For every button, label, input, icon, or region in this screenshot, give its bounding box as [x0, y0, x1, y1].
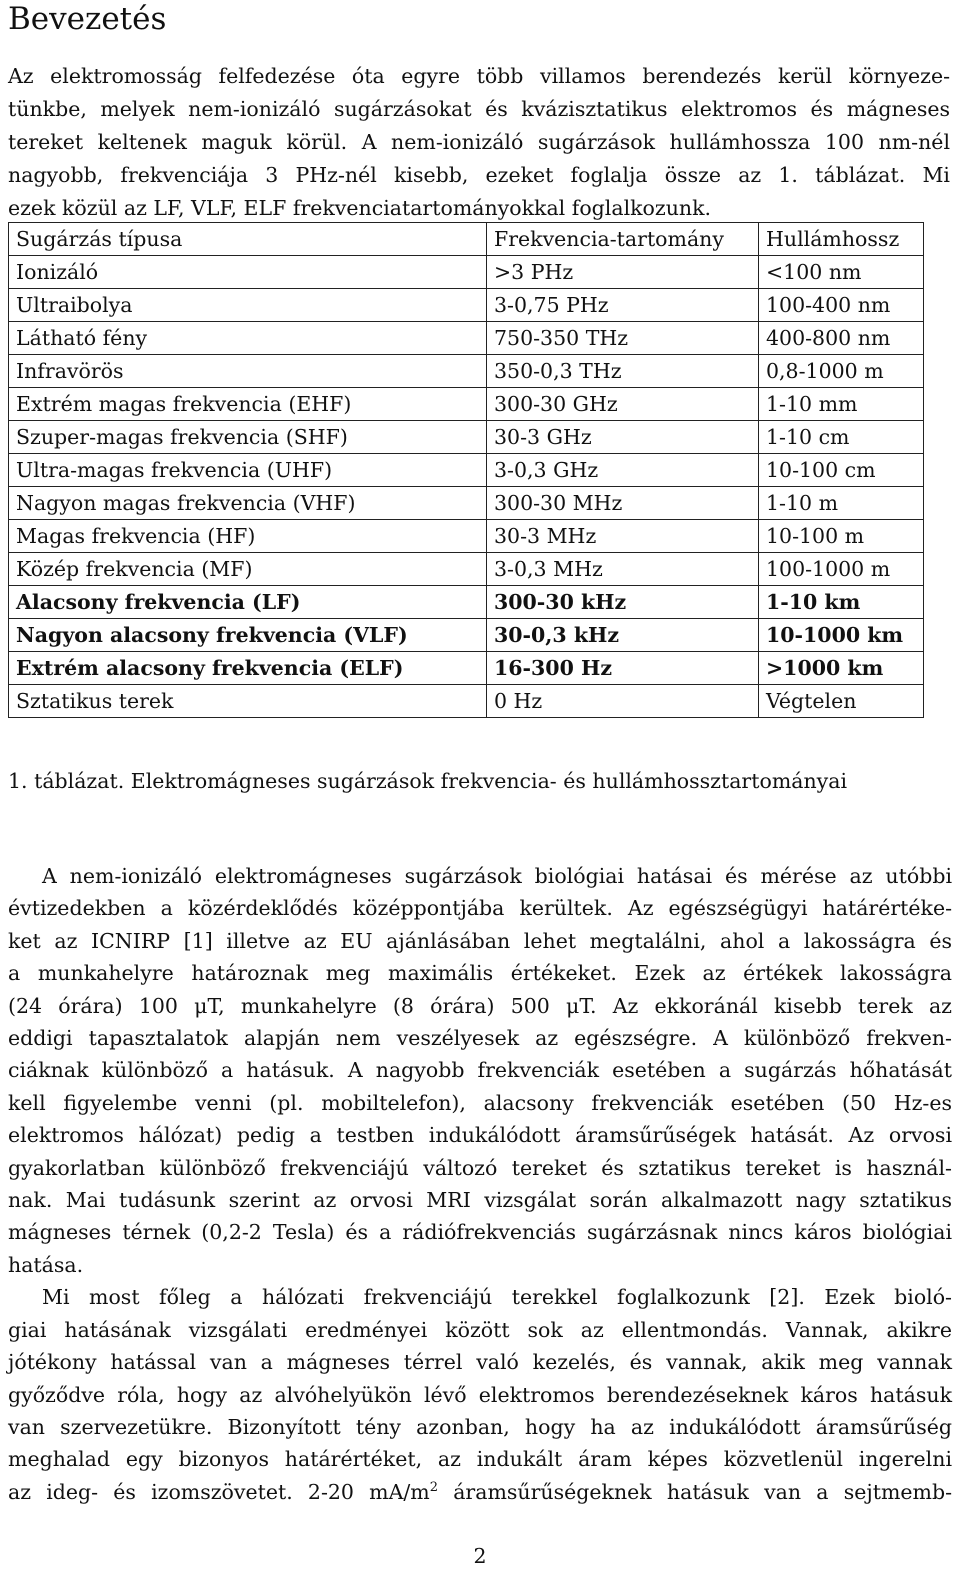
cell-frequency: 3-0,3 MHz — [487, 553, 759, 586]
table-row — [9, 586, 924, 619]
body-line: eddigi tapasztalatok alapján nem veszélyesek az egészségre. A különböző frekven- — [8, 1026, 952, 1051]
body-line: Mi most főleg a hálózati frekvenciájú terekkel foglalkozunk [2]. Ezek bioló- — [42, 1285, 952, 1310]
table-header-row — [9, 223, 924, 256]
body-line: ciáknak különböző a hatásuk. A nagyobb frekvenciák esetében a sugárzás hőhatását — [8, 1058, 952, 1083]
table-row — [9, 685, 924, 718]
cell-frequency: 30-3 GHz — [487, 421, 759, 454]
body-line: ket az ICNIRP [1] illetve az EU ajánlásában lehet megtalálni, ahol a lakosságra és — [8, 928, 952, 953]
cell-frequency: 3-0,3 GHz — [487, 454, 759, 487]
body-line: elektromos hálózat) pedig a testben indukálódott áramsűrűségek hatását. Az orvosi — [8, 1123, 952, 1148]
cell-frequency: >3 PHz — [487, 256, 759, 289]
body-line: gyakorlatban különböző frekvenciájú változó tereket és sztatikus tereket is használ- — [8, 1155, 952, 1180]
cell-wavelength: 1-10 m — [759, 487, 924, 520]
table-row — [9, 619, 924, 652]
cell-frequency: 350-0,3 THz — [487, 355, 759, 388]
cell-wavelength: 1-10 cm — [759, 421, 924, 454]
cell-frequency: 300-30 kHz — [487, 586, 759, 619]
body-line: nak. Mai tudásunk szerint az orvosi MRI vizsgálat során alkalmazott nagy sztatikus — [8, 1188, 952, 1213]
table-row — [9, 487, 924, 520]
cell-type: Extrém alacsony frekvencia (ELF) — [9, 652, 487, 685]
table-row — [9, 256, 924, 289]
cell-type: Közép frekvencia (MF) — [9, 553, 487, 586]
intro-paragraph — [8, 60, 950, 225]
cell-frequency: 750-350 THz — [487, 322, 759, 355]
table-row — [9, 355, 924, 388]
cell-type: Sztatikus terek — [9, 685, 487, 718]
intro-line: nagyobb, frekvenciája 3 PHz-nél kisebb, ezeket foglalja össze az 1. táblázat. Mi — [8, 163, 950, 187]
cell-type: Látható fény — [9, 322, 487, 355]
intro-line: ezek közül az LF, VLF, ELF frekvenciatartományokkal foglalkozunk. — [8, 196, 712, 220]
body-line: giai hatásának vizsgálati eredményei között sok az ellentmondás. Vannak, akikre — [8, 1317, 952, 1342]
cell-wavelength: 1-10 km — [759, 586, 924, 619]
cell-frequency: 16-300 Hz — [487, 652, 759, 685]
body-line: a munkahelyre határoznak meg maximális értékeket. Ezek az értékek lakosságra — [8, 961, 952, 986]
intro-line: Az elektromosság felfedezése óta egyre több villamos berendezés kerül környeze- — [8, 64, 950, 88]
cell-frequency: 300-30 MHz — [487, 487, 759, 520]
cell-type: Infravörös — [9, 355, 487, 388]
cell-type: Szuper-magas frekvencia (SHF) — [9, 421, 487, 454]
cell-type: Nagyon alacsony frekvencia (VLF) — [9, 619, 487, 652]
body-line: hatása. — [8, 1252, 84, 1277]
cell-wavelength: 1-10 mm — [759, 388, 924, 421]
cell-type: Ultra-magas frekvencia (UHF) — [9, 454, 487, 487]
body-text — [8, 860, 952, 1508]
table-caption: 1. táblázat. Elektromágneses sugárzások frekvencia- és hullámhossztartományai — [8, 769, 848, 793]
body-line: évtizedekben a közérdeklődés középpontjába kerültek. Az egészségügyi határértéke- — [8, 896, 952, 921]
cell-frequency: 30-3 MHz — [487, 520, 759, 553]
cell-type: Ionizáló — [9, 256, 487, 289]
table-row — [9, 652, 924, 685]
table-row — [9, 520, 924, 553]
page-number: 2 — [473, 1544, 487, 1568]
intro-line: tereket keltenek maguk körül. A nem-ionizáló sugárzások hullámhossza 100 nm-nél — [8, 130, 950, 154]
table-row — [9, 388, 924, 421]
table-row — [9, 454, 924, 487]
body-line: jótékony hatással van a mágneses térrel való kezelés, és vannak, akik meg vannak — [8, 1350, 952, 1375]
cell-wavelength: 400-800 nm — [759, 322, 924, 355]
table-row — [9, 322, 924, 355]
intro-line: tünkbe, melyek nem-ionizáló sugárzásokat és kvázisztatikus elektromos és mágneses — [8, 97, 950, 121]
header-cell-wavelength: Hullámhossz — [759, 223, 924, 256]
table-row — [9, 553, 924, 586]
table-row — [9, 289, 924, 322]
cell-wavelength: 0,8-1000 m — [759, 355, 924, 388]
body-line: A nem-ionizáló elektromágneses sugárzások biológiai hatásai és mérése az utóbbi — [42, 864, 952, 888]
cell-type: Extrém magas frekvencia (EHF) — [9, 388, 487, 421]
header-cell-frequency: Frekvencia-tartomány — [487, 223, 759, 256]
frequency-table — [8, 222, 924, 718]
cell-wavelength: Végtelen — [759, 685, 924, 718]
cell-frequency: 0 Hz — [487, 685, 759, 718]
cell-wavelength: 10-100 m — [759, 520, 924, 553]
cell-wavelength: >1000 km — [759, 652, 924, 685]
body-line: győződve róla, hogy az alvóhelyükön lévő elektromos berendezéseknek káros hatásuk — [8, 1382, 952, 1407]
cell-type: Ultraibolya — [9, 289, 487, 322]
cell-wavelength: <100 nm — [759, 256, 924, 289]
body-line: kell figyelembe venni (pl. mobiltelefon), alacsony frekvenciák esetében (50 Hz-es — [8, 1090, 952, 1115]
table-row — [9, 421, 924, 454]
body-line: (24 órára) 100 μT, munkahelyre (8 órára) 500 μT. Az ekkoránál kisebb terek az — [8, 993, 952, 1018]
body-line: meghalad egy bizonyos határértéket, az indukált áram képes közvetlenül ingerelni — [8, 1447, 952, 1472]
header-cell-type: Sugárzás típusa — [9, 223, 487, 256]
cell-frequency: 3-0,75 PHz — [487, 289, 759, 322]
cell-wavelength: 100-400 nm — [759, 289, 924, 322]
section-heading: Bevezetés — [8, 1, 167, 37]
cell-wavelength: 10-1000 km — [759, 619, 924, 652]
cell-type: Alacsony frekvencia (LF) — [9, 586, 487, 619]
cell-wavelength: 100-1000 m — [759, 553, 924, 586]
cell-frequency: 300-30 GHz — [487, 388, 759, 421]
cell-type: Magas frekvencia (HF) — [9, 520, 487, 553]
cell-frequency: 30-0,3 kHz — [487, 619, 759, 652]
cell-wavelength: 10-100 cm — [759, 454, 924, 487]
body-line: van szervezetükre. Bizonyított tény azonban, hogy ha az indukálódott áramsűrűség — [8, 1414, 952, 1439]
cell-type: Nagyon magas frekvencia (VHF) — [9, 487, 487, 520]
final-line-start: az ideg- és izomszövetet. 2-20 mA/m — [8, 1479, 430, 1504]
body-line: mágneses térnek (0,2-2 Tesla) és a rádiófrekvenciás sugárzásnak nincs káros biológiai — [8, 1220, 952, 1245]
final-line-end: áramsűrűségeknek hatásuk van a sejtmemb- — [438, 1479, 953, 1504]
superscript-exponent: 2 — [429, 1479, 439, 1495]
body-line-final — [8, 1476, 952, 1508]
